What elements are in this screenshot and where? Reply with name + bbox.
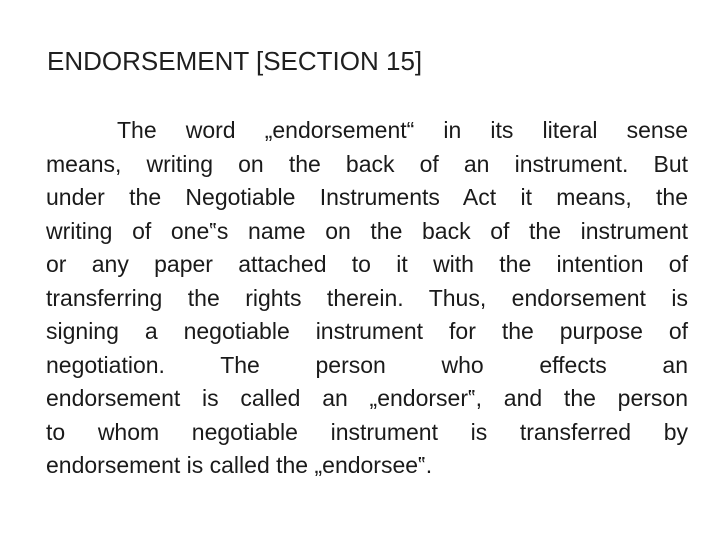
paragraph-line: means, writing on the back of an instrument. But	[46, 150, 688, 177]
paragraph-line: The word „endorsement“ in its literal sense	[117, 117, 688, 143]
paragraph-line: under the Negotiable Instruments Act it means, the	[46, 184, 688, 210]
paragraph-line: to whom negotiable instrument is transferred by	[46, 418, 688, 445]
slide-body-paragraph	[46, 114, 688, 483]
slide-title: ENDORSEMENT [SECTION 15]	[47, 46, 423, 76]
paragraph-line: writing of one‟s name on the back of the instrument	[46, 217, 688, 244]
paragraph-line: or any paper attached to it with the intention of	[46, 251, 688, 277]
paragraph-line: endorsement is called the „endorsee‟.	[46, 452, 433, 478]
paragraph-line: signing a negotiable instrument for the purpose of	[46, 318, 688, 344]
paragraph-line: negotiation. The person who effects an	[46, 351, 688, 378]
paragraph-line: endorsement is called an „endorser‟, and the person	[46, 385, 688, 411]
paragraph-line: transferring the rights therein. Thus, endorsement is	[46, 284, 688, 311]
